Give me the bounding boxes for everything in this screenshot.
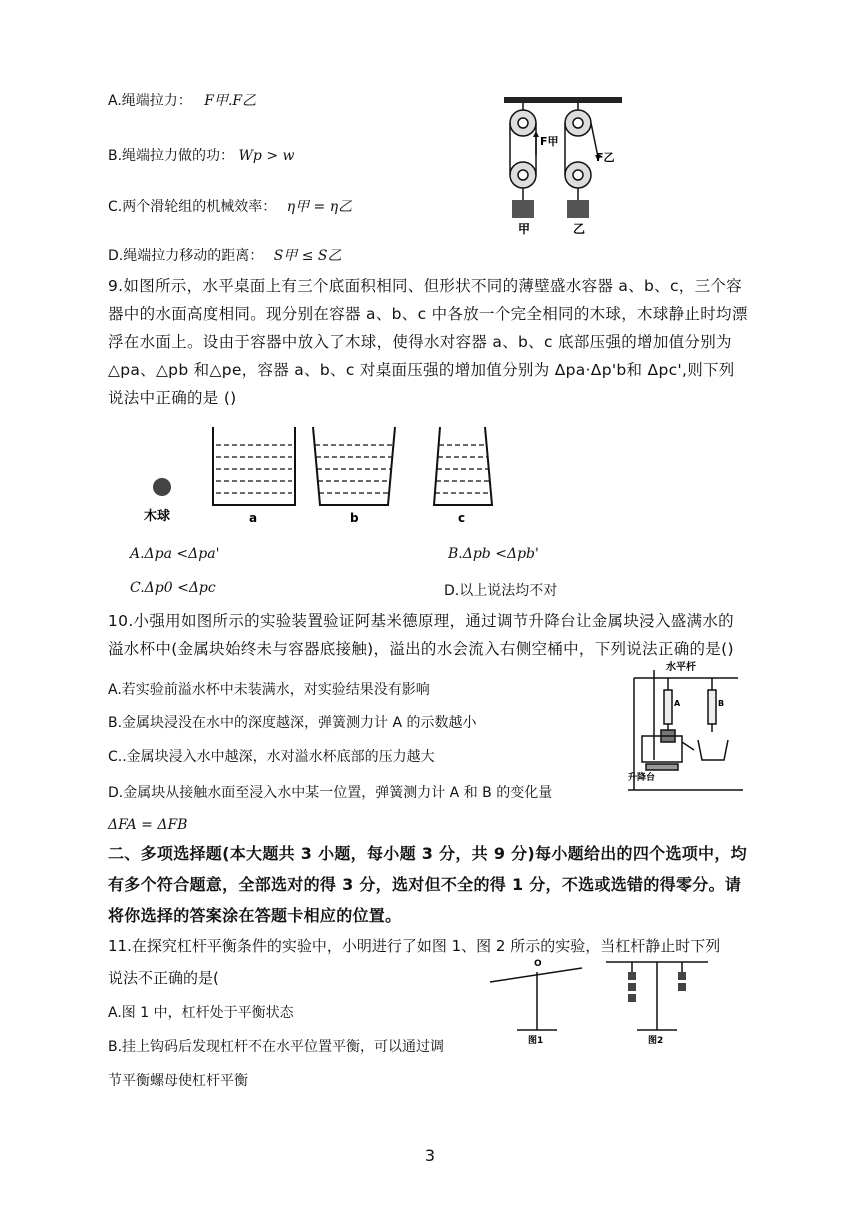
q10-question: 10.小强用如图所示的实验装置验证阿基米德原理，通过调节升降台让金属块浸入盛满水的溢水杯中(金属块始终未与容器底接触)，溢出的水会流入右侧空桶中，下列说法正确的是() (108, 612, 734, 658)
q11-question-line1: 11.在探究杠杆平衡条件的实验中，小明进行了如图 1、图 2 所示的实验，当杠杆静止时下列 (108, 937, 721, 955)
section-2-heading: 二、多项选择题(本大题共 3 小题，每小题 3 分，共 9 分)每小题给出的四个选项中，均有多个符合题意，全部选对的得 3 分，选对但不全的得 1 分，不选或选错的得零分。请将你选择的答案涂在答题卡相应的位置。 (108, 844, 747, 925)
pulley-force-right: F乙 (596, 151, 615, 164)
lift-table-label: 升降台 (628, 773, 656, 783)
q8-option-a (108, 90, 256, 110)
q9-question: 9.如图所示，水平桌面上有三个底面积相同、但形状不同的薄壁盛水容器 a、b、c，三个容器中的水面高度相同。现分别在容器 a、b、c 中各放一个完全相同的木球，木球静止时均漂浮在水面上。设由于容器中放入了木球，使得水对容器 a、b、c 底部压强的增加值分别为△pa、△pb 和△pe，容器 a、b、c 对桌面压强的增加值分别为 Δpa·Δp'b和 Δpc',则下列说法中正确的是 () (108, 277, 748, 407)
page-number: 3 (424, 1146, 436, 1165)
q10-option-d: D.金属块从接触水面至浸入水中某一位置，弹簧测力计 A 和 B 的变化量 (108, 785, 553, 801)
q11-option-b: B.挂上钩码后发现杠杆不在水平位置平衡，可以通过调 (108, 1039, 445, 1055)
q8-option-a-prefix: A.绳端拉力： (108, 93, 192, 109)
pivot-o-label: O (534, 959, 542, 969)
pulley-label-left: 甲 (518, 222, 531, 235)
q8-option-b (108, 145, 294, 165)
q10-option-c: C..金属块浸入水中越深，水对溢水杯底部的压力越大 (108, 749, 435, 765)
q9-option-a: A.Δpa <Δpa' (130, 546, 220, 562)
q9-option-d: D.以上说法均不对 (444, 583, 558, 599)
figure-1-label: 图1 (528, 1036, 544, 1045)
q8-option-b-prefix: B.绳端拉力做的功： (108, 148, 235, 164)
apparatus-figure (628, 660, 748, 800)
container-b-label: b (350, 511, 359, 525)
q8-option-d (108, 245, 342, 265)
q11-question-line2: 说法不正确的是( (108, 969, 219, 987)
apparatus-top-label: 水平杆 (666, 662, 696, 673)
pulley-figure (498, 95, 628, 235)
q9-option-c: C.Δp0 <Δpc (130, 580, 216, 596)
q10-option-d-cont: ΔFA = ΔFB (108, 817, 188, 833)
gauge-b-label: B (718, 699, 725, 708)
container-c-label: c (458, 511, 466, 525)
q10-option-a: A.若实验前溢水杯中未装满水，对实验结果没有影响 (108, 682, 430, 698)
q11-option-a: A.图 1 中，杠杆处于平衡状态 (108, 1005, 294, 1021)
gauge-a-label: A (674, 699, 681, 708)
q9-option-b: B.Δpb <Δpb' (448, 546, 539, 562)
containers-figure (140, 425, 500, 535)
q11-option-b-cont: 节平衡螺母使杠杆平衡 (108, 1073, 248, 1089)
q8-option-c-prefix: C.两个滑轮组的机械效率： (108, 199, 277, 215)
q10-option-b: B.金属块浸没在水中的深度越深，弹簧测力计 A 的示数越小 (108, 715, 477, 731)
pulley-label-right: 乙 (573, 222, 586, 235)
container-a-label: a (249, 511, 258, 525)
q8-option-d-prefix: D.绳端拉力移动的距离： (108, 248, 264, 264)
q8-option-d-math: S甲 ≤ S乙 (273, 248, 342, 264)
wood-ball-label: 木球 (144, 509, 171, 524)
q8-option-c (108, 196, 352, 216)
q8-option-a-math: F甲.F乙 (204, 93, 257, 109)
q8-option-b-math: Wp > w (238, 148, 295, 164)
pulley-force-left: F甲 (540, 135, 559, 148)
q8-option-c-math: η甲 = η乙 (286, 199, 353, 215)
figure-2-label: 图2 (648, 1036, 664, 1045)
lever-figures (482, 950, 722, 1045)
